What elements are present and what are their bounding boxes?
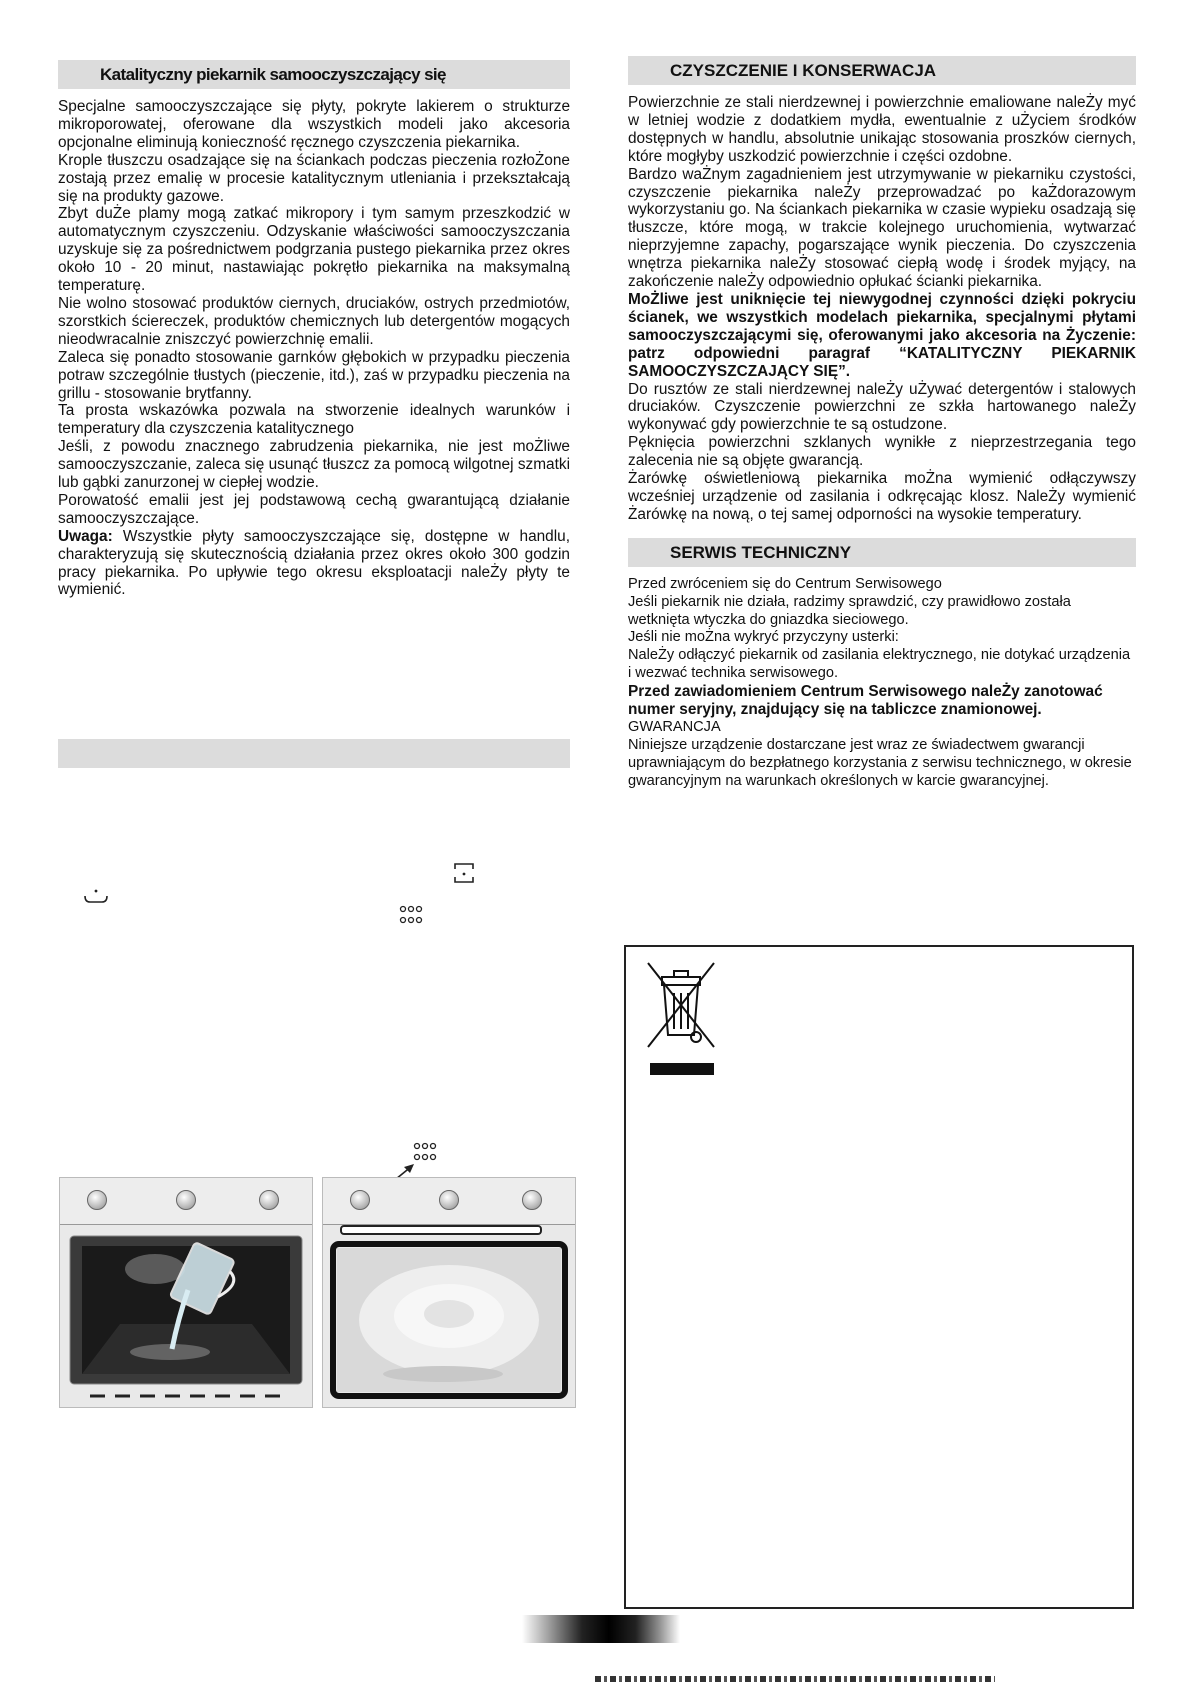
- oven-steam-cleaning-illustration: [322, 1177, 576, 1408]
- paragraph: Do rusztów ze stali nierdzewnej naleŻy uŻywać detergentów i stalowych druciaków. Czyszczenie powierzchni ze szkła hartowanego naleŻy wykonywać gdy powierzchnie te są ostudzone.: [628, 380, 1136, 434]
- bold-text: MoŻliwe jest uniknięcie tej niewygodnej czynności dzięki pokryciu ścianek, we wszystkich modelach piekarnika, specjalnymi płytami samooczyszczającymi się, oferowanymi jako akcesoria na Życzenie: patrz odpowiedni paragraf “KATALITYCZNY PIEKARNIK SAMOOCZYSZCZAJĄCY SIĘ”.: [628, 290, 1136, 380]
- bold-text: Przed zawiadomieniem Centrum Serwisowego naleŻy zanotować numer seryjny, znajdujący się na tabliczce znamionowej.: [628, 683, 1103, 719]
- paragraph: NaleŻy odłączyć piekarnik od zasilania elektrycznego, nie dotykać urządzenia i wezwać technika serwisowego.: [628, 647, 1131, 682]
- knob: [176, 1190, 196, 1210]
- control-panel: [60, 1178, 312, 1225]
- bold-paragraph: [628, 291, 1136, 381]
- steam-drops-icon: [398, 903, 426, 927]
- paragraph: Nie wolno stosować produktów ciernych, druciaków, ostrych przedmiotów, szorstkich ściereczek, produktów chemicznych lub detergentów mogących nieodwracalnie zniszczyć powierzchnię emalii.: [58, 294, 570, 348]
- knob: [350, 1190, 370, 1210]
- blank-section-header: [58, 739, 570, 768]
- control-panel: [323, 1178, 575, 1225]
- paragraph: Jeśli piekarnik nie działa, radzimy sprawdzić, czy prawidłowo została wetknięta wtyczka do gniazdka sieciowego.: [628, 593, 1071, 628]
- paragraph: Przed zwróceniem się do Centrum Serwisowego: [628, 575, 942, 592]
- paragraph: Jeśli nie moŻna wykryć przyczyny usterki:: [628, 629, 899, 646]
- crossed-out-wheelie-bin-icon: [644, 959, 718, 1077]
- knob: [439, 1190, 459, 1210]
- oven-with-water-jug-illustration: [59, 1177, 313, 1408]
- cleaning-body: [628, 94, 1136, 524]
- paragraph: Jeśli, z powodu znacznego zabrudzenia piekarnika, nie jest moŻliwe samooczyszczanie, zaleca się usunąć tłuszcz za pomocą wilgotnej szmatki lub gąbki zanurzonej w ciepłej wodzie.: [58, 438, 570, 492]
- page-number-tab: [522, 1615, 680, 1643]
- bottom-heating-element-icon: [83, 887, 109, 905]
- paragraph: Żarówkę oświetleniową piekarnika moŻna wymienić odłączywszy wcześniej urządzenie od zasilania i odkręcając klosz. NaleŻy wymienić Żarówkę na nową, o tej samej odporności na wysokie temperatury.: [628, 470, 1136, 523]
- catalytic-body: [58, 98, 570, 599]
- knob: [522, 1190, 542, 1210]
- paragraph: Zbyt duŻe plamy mogą zatkać mikropory i tym samym przeszkodzić w automatycznym czyszczeniu. Odzyskanie właściwości samooczyszczania uzyskuje się za pośrednictwem podgrzania pustego piekarnika przez okres około 10 - 20 minut, nastawiając pokrętło piekarnika na maksymalną temperaturę.: [58, 205, 570, 295]
- warranty-title: GWARANCJA: [628, 719, 721, 735]
- print-registration-strip: [595, 1676, 995, 1682]
- weee-notice-box: [624, 945, 1134, 1609]
- knob: [87, 1190, 107, 1210]
- paragraph: Powierzchnie ze stali nierdzewnej i powierzchnie emaliowane naleŻy myć w letniej wodzie z dodatkiem mydła, ewentualnie z uŻyciem środków dostępnych w handlu, absolutnie unikając stosowania proszków ciernych, które mogłyby uszkodzić powierzchnie i części ozdobne.: [628, 94, 1136, 165]
- section-header-catalytic: Katalityczny piekarnik samooczyszczający się: [58, 60, 570, 89]
- paragraph: Zaleca się ponadto stosowanie garnków głębokich w przypadku pieczenia potraw szczególnie tłustych (pieczenie, itd.), zaś w przypadku pieczenia na grillu - stosowanie brytfanny.: [58, 348, 570, 402]
- section-header-service: SERWIS TECHNICZNY: [628, 538, 1136, 567]
- paragraph: Porowatość emalii jest jej podstawową cechą gwarantującą działanie samooczyszczające.: [58, 491, 570, 527]
- service-body: [628, 576, 1136, 791]
- paragraph: Specjalne samooczyszczające się płyty, pokryte lakierem o strukturze mikroporowatej, oferowane dla wszystkich modeli jako akcesoria opcjonalne eliminują konieczność ręcznego czyszczenia piekarnika.: [58, 98, 570, 151]
- left-column: [58, 60, 570, 599]
- paragraph: Pęknięcia powierzchni szklanych wynikłe z nieprzestrzegania tego zalecenia nie są objęte gwarancją.: [628, 434, 1136, 470]
- section-header-cleaning: CZYSZCZENIE I KONSERWACJA: [628, 56, 1136, 85]
- bold-paragraph: [628, 683, 1136, 719]
- note-text: Wszystkie płyty samooczyszczające się, dostępne w handlu, charakteryzują się skutecznością działania przez okres około 300 godzin pracy piekarnika. Po upływie tego okresu eksploatacji naleŻy płyty te wymienić.: [58, 527, 570, 599]
- knob: [259, 1190, 279, 1210]
- paragraph: Krople tłuszczu osadzające się na ściankach podczas pieczenia rozłoŻone zostają przez emalię w procesie katalitycznym utleniania i przekształcają się na produkty gazowe.: [58, 151, 570, 205]
- note-paragraph: [58, 528, 570, 600]
- note-label: Uwaga:: [58, 527, 113, 545]
- right-column: [628, 56, 1136, 791]
- top-heating-element-icon: [452, 861, 476, 885]
- paragraph: Ta prosta wskazówka pozwala na stworzenie idealnych warunków i temperatury dla czyszczenia katalitycznego: [58, 402, 570, 438]
- paragraph: Bardzo waŻnym zagadnieniem jest utrzymywanie w piekarniku czystości, czyszczenie piekarnika naleŻy przeprowadzać po kaŻdorazowym wykorzystaniu go. Na ściankach piekarnika w czasie wypieku osadzają się tłuszcze, które mogą, w trakcie kolejnego uruchomienia, wytwarzać nieprzyjemne zapachy, pogarszające wynik pieczenia. Do czyszczenia wnętrza piekarnika naleŻy stosować ciepłą wodę i środek myjący, na zakończenie naleŻy odpowiednio opłukać ścianki piekarnika.: [628, 165, 1136, 291]
- warranty-text: Niniejsze urządzenie dostarczane jest wraz ze świadectwem gwarancji uprawniającym do bezpłatnego korzystania z serwisu technicznego, w okresie gwarancyjnym na warunkach określonych w karcie gwarancyjnej.: [628, 736, 1132, 789]
